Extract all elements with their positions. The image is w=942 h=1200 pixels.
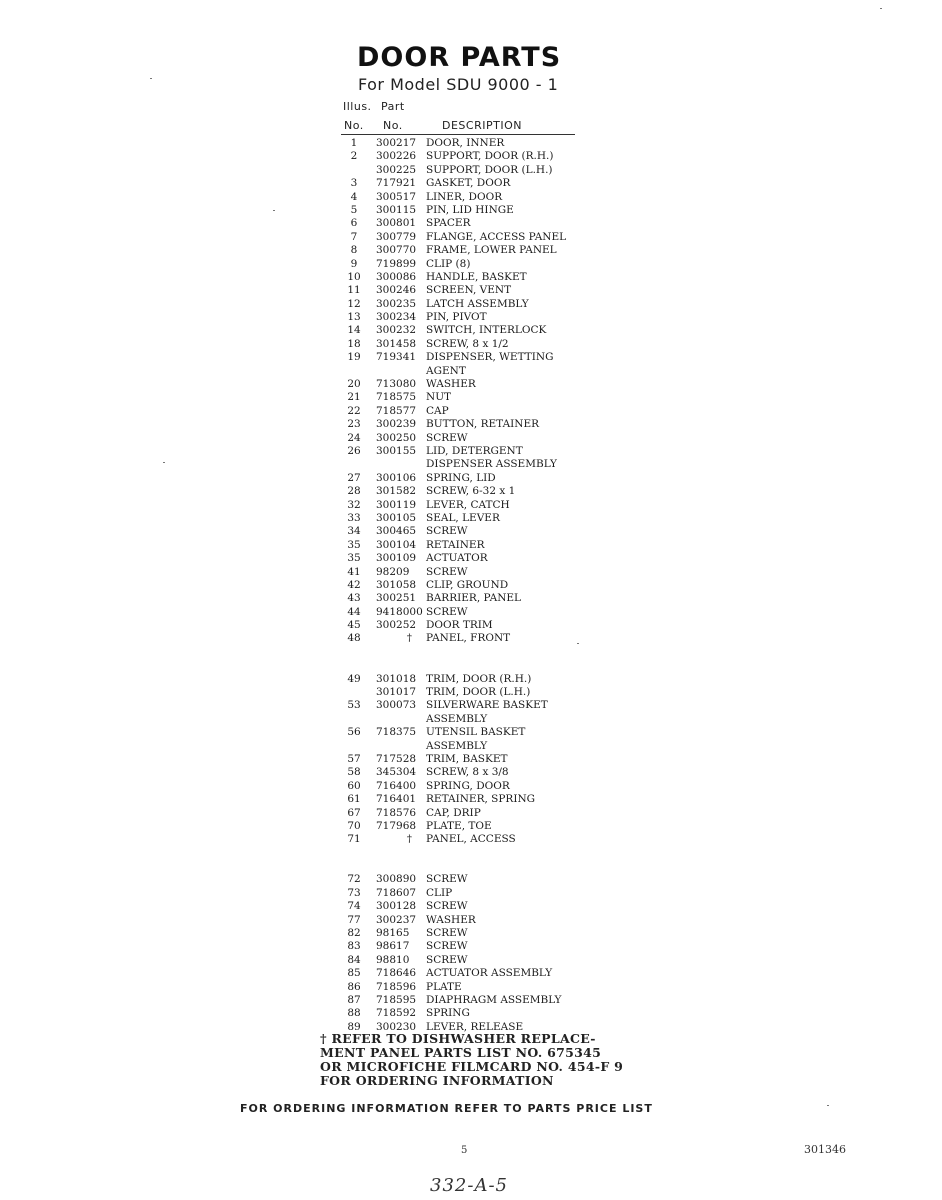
table-row <box>340 673 600 686</box>
description-cell: TRIM, DOOR (R.H.) <box>426 672 532 685</box>
table-row <box>340 284 600 297</box>
part-no-cell: 718607 <box>376 886 417 899</box>
description-cell: UTENSIL BASKET <box>426 726 526 739</box>
part-no-cell: 301582 <box>376 485 417 498</box>
header-part-no-label: No. <box>383 119 403 132</box>
table-row <box>340 940 600 953</box>
illus-no-cell: 89 <box>347 1020 361 1033</box>
illus-no-cell: 28 <box>347 485 361 498</box>
part-no-cell: 300770 <box>376 244 417 257</box>
illus-no-cell: 42 <box>347 578 361 591</box>
description-cell: SPRING, LID <box>426 471 496 484</box>
description-cell: ASSEMBLY <box>426 739 488 752</box>
description-cell: HANDLE, BASKET <box>426 270 527 283</box>
illus-no-cell: 21 <box>347 391 361 404</box>
illus-no-cell: 49 <box>347 672 361 685</box>
table-row <box>340 566 600 579</box>
illus-no-cell: 83 <box>347 940 361 953</box>
part-no-cell: 300217 <box>376 137 417 149</box>
illus-no-cell: 20 <box>347 378 361 391</box>
part-no-cell: 98209 <box>376 565 410 578</box>
illus-no-cell: 48 <box>347 632 361 645</box>
part-no-cell: 300251 <box>376 592 417 605</box>
table-row <box>340 740 600 753</box>
illus-no-cell: 70 <box>347 819 361 832</box>
description-cell: DOOR TRIM <box>426 619 493 632</box>
description-cell: BARRIER, PANEL <box>426 592 522 605</box>
description-cell: SCREW <box>426 940 468 953</box>
part-no-cell: 300779 <box>376 230 417 243</box>
table-row <box>340 900 600 913</box>
illus-no-cell: 84 <box>347 953 361 966</box>
document-number: 301346 <box>804 1143 846 1156</box>
description-cell: SCREW, 8 x 1/2 <box>426 337 509 350</box>
illus-no-cell: 44 <box>347 605 361 618</box>
description-cell: SCREW <box>426 900 468 913</box>
table-row <box>340 793 600 806</box>
description-cell: TRIM, DOOR (L.H.) <box>426 686 531 699</box>
description-cell: PANEL, ACCESS <box>426 833 516 846</box>
part-no-cell: 300250 <box>376 431 417 444</box>
description-cell: PANEL, FRONT <box>426 632 511 645</box>
part-no-cell: 717921 <box>376 177 417 190</box>
description-cell: SCREW <box>426 873 468 886</box>
description-cell: PLATE <box>426 980 462 993</box>
table-row <box>340 994 600 1007</box>
part-no-cell: 300073 <box>376 699 417 712</box>
table-row <box>340 150 600 163</box>
table-row <box>340 820 600 833</box>
part-no-cell: 717968 <box>376 819 417 832</box>
part-no-cell: 718596 <box>376 980 417 993</box>
illus-no-cell: 32 <box>347 498 361 511</box>
table-row <box>340 592 600 605</box>
header-description-label: DESCRIPTION <box>442 119 522 132</box>
description-cell: SPRING <box>426 1007 470 1020</box>
part-no-cell: 718375 <box>376 726 417 739</box>
illus-no-cell: 9 <box>350 257 358 270</box>
illus-no-cell: 10 <box>347 270 361 283</box>
table-spacer <box>340 847 600 860</box>
table-row <box>340 164 600 177</box>
description-cell: LID, DETERGENT <box>426 444 523 457</box>
illus-no-cell: 86 <box>347 980 361 993</box>
footnote-line: OR MICROFICHE FILMCARD NO. 454-F 9 <box>320 1059 624 1074</box>
table-row <box>340 338 600 351</box>
illus-no-cell: 74 <box>347 900 361 913</box>
page-number: 5 <box>461 1145 468 1156</box>
scan-speck <box>880 8 882 9</box>
part-no-cell: 718646 <box>376 967 417 980</box>
illus-no-cell: 22 <box>347 404 361 417</box>
illus-no-cell: 1 <box>350 137 358 149</box>
scan-speck <box>273 210 275 211</box>
part-no-cell: 300119 <box>376 498 417 511</box>
illus-no-cell: 4 <box>350 190 358 203</box>
description-cell: DISPENSER ASSEMBLY <box>426 458 557 471</box>
table-row <box>340 324 600 337</box>
illus-no-cell: 11 <box>347 284 361 297</box>
table-row <box>340 512 600 525</box>
part-no-cell: 300239 <box>376 418 417 431</box>
table-row <box>340 833 600 846</box>
description-cell: BUTTON, RETAINER <box>426 418 540 431</box>
table-row <box>340 753 600 766</box>
table-row <box>340 258 600 271</box>
description-cell: LEVER, RELEASE <box>426 1020 524 1033</box>
illus-no-cell: 82 <box>347 927 361 940</box>
table-row <box>340 967 600 980</box>
description-cell: ACTUATOR ASSEMBLY <box>426 967 553 980</box>
table-spacer <box>340 860 600 873</box>
table-row <box>340 311 600 324</box>
part-no-cell: 301058 <box>376 578 417 591</box>
table-row <box>340 927 600 940</box>
description-cell: WASHER <box>426 913 476 926</box>
illus-no-cell: 77 <box>347 913 361 926</box>
illus-no-cell: 19 <box>347 351 361 364</box>
description-cell: SCREW <box>426 953 468 966</box>
scan-speck <box>827 1105 829 1106</box>
description-cell: NUT <box>426 391 452 404</box>
part-no-cell: 300465 <box>376 525 417 538</box>
illus-no-cell: 34 <box>347 525 361 538</box>
table-row <box>340 217 600 230</box>
description-cell: DIAPHRAGM ASSEMBLY <box>426 994 562 1006</box>
part-no-cell: 301017 <box>376 686 417 699</box>
illus-no-cell: 18 <box>347 337 361 350</box>
table-row <box>340 191 600 204</box>
table-row <box>340 177 600 190</box>
description-cell: CLIP (8) <box>426 257 471 270</box>
description-cell: PIN, LID HINGE <box>426 203 514 216</box>
illus-no-cell: 87 <box>347 994 361 1006</box>
illus-no-cell: 71 <box>347 833 361 846</box>
table-row <box>340 405 600 418</box>
table-row <box>340 458 600 471</box>
part-no-cell: 300230 <box>376 1020 417 1033</box>
part-no-cell: 718592 <box>376 1007 417 1020</box>
part-no-cell: 345304 <box>376 766 417 779</box>
table-row <box>340 499 600 512</box>
part-no-cell: 300246 <box>376 284 417 297</box>
description-cell: FLANGE, ACCESS PANEL <box>426 230 567 243</box>
table-row <box>340 244 600 257</box>
table-row <box>340 766 600 779</box>
description-cell: LATCH ASSEMBLY <box>426 297 529 310</box>
table-row <box>340 378 600 391</box>
illus-no-cell: 35 <box>347 538 361 551</box>
description-cell: CAP <box>426 404 449 417</box>
part-no-cell: 300890 <box>376 873 417 886</box>
illus-no-cell: 72 <box>347 873 361 886</box>
illus-no-cell: 12 <box>347 297 361 310</box>
illus-no-cell: 13 <box>347 311 361 324</box>
part-no-cell: 716400 <box>376 779 417 792</box>
description-cell: PIN, PIVOT <box>426 311 487 324</box>
part-no-cell: 713080 <box>376 378 417 391</box>
part-no-cell: 300128 <box>376 900 417 913</box>
illus-no-cell: 23 <box>347 418 361 431</box>
part-no-cell: 300104 <box>376 538 417 551</box>
table-row <box>340 298 600 311</box>
description-cell: CAP, DRIP <box>426 806 481 819</box>
part-no-cell: 300225 <box>376 163 417 176</box>
description-cell: SWITCH, INTERLOCK <box>426 324 547 337</box>
table-spacer <box>340 659 600 672</box>
table-row <box>340 418 600 431</box>
table-row <box>340 699 600 712</box>
part-no-cell: 300106 <box>376 471 417 484</box>
table-row <box>340 365 600 378</box>
description-cell: RETAINER <box>426 538 485 551</box>
table-row <box>340 525 600 538</box>
header-divider <box>341 134 575 135</box>
handwritten-note: 332-A-5 <box>430 1175 508 1196</box>
part-no-cell: 301018 <box>376 672 417 685</box>
illus-no-cell: 43 <box>347 592 361 605</box>
description-cell: WASHER <box>426 378 476 391</box>
table-row <box>340 619 600 632</box>
description-cell: PLATE, TOE <box>426 819 492 832</box>
part-no-cell: 300086 <box>376 270 417 283</box>
illus-no-cell: 53 <box>347 699 361 712</box>
table-row <box>340 579 600 592</box>
table-row <box>340 981 600 994</box>
part-no-cell: 719899 <box>376 257 417 270</box>
table-row <box>340 887 600 900</box>
description-cell: GASKET, DOOR <box>426 177 511 190</box>
illus-no-cell: 2 <box>350 150 358 163</box>
illus-no-cell: 14 <box>347 324 361 337</box>
table-row <box>340 391 600 404</box>
header-illus-no-label: No. <box>344 119 364 132</box>
part-no-cell: 300237 <box>376 913 417 926</box>
footnote <box>320 1032 623 1088</box>
ordering-note: FOR ORDERING INFORMATION REFER TO PARTS PRICE LIST <box>240 1102 653 1115</box>
part-no-cell: 718577 <box>376 404 417 417</box>
part-no-cell: 300235 <box>376 297 417 310</box>
part-no-cell: † <box>406 833 412 846</box>
table-row <box>340 445 600 458</box>
description-cell: SUPPORT, DOOR (L.H.) <box>426 163 553 176</box>
table-spacer <box>340 646 600 659</box>
table-row <box>340 807 600 820</box>
part-no-cell: 717528 <box>376 752 417 765</box>
table-row <box>340 780 600 793</box>
description-cell: ACTUATOR <box>426 552 488 565</box>
illus-no-cell: 3 <box>350 177 358 190</box>
table-row <box>340 271 600 284</box>
illus-no-cell: 67 <box>347 806 361 819</box>
part-no-cell: 718576 <box>376 806 417 819</box>
description-cell: SCREW <box>426 525 468 538</box>
part-no-cell: † <box>406 632 412 645</box>
footnote-line: MENT PANEL PARTS LIST NO. 675345 <box>320 1045 602 1060</box>
description-cell: SCREEN, VENT <box>426 284 512 297</box>
illus-no-cell: 88 <box>347 1007 361 1020</box>
illus-no-cell: 60 <box>347 779 361 792</box>
illus-no-cell: 57 <box>347 752 361 765</box>
table-row <box>340 726 600 739</box>
description-cell: ASSEMBLY <box>426 712 488 725</box>
part-no-cell: 300105 <box>376 511 417 524</box>
part-no-cell: 300155 <box>376 444 417 457</box>
page-subtitle: For Model SDU 9000 - 1 <box>358 75 559 94</box>
illus-no-cell: 73 <box>347 886 361 899</box>
description-cell: AGENT <box>426 364 466 377</box>
part-no-cell: 300226 <box>376 150 417 163</box>
description-cell: DISPENSER, WETTING <box>426 351 554 364</box>
description-cell: DOOR, INNER <box>426 137 505 149</box>
description-cell: CLIP, GROUND <box>426 578 509 591</box>
header-illus-label: Illus. <box>343 100 372 113</box>
part-no-cell: 300517 <box>376 190 417 203</box>
part-no-cell: 300232 <box>376 324 417 337</box>
illus-no-cell: 56 <box>347 726 361 739</box>
table-row <box>340 686 600 699</box>
illus-no-cell: 33 <box>347 511 361 524</box>
part-no-cell: 98810 <box>376 953 410 966</box>
illus-no-cell: 41 <box>347 565 361 578</box>
illus-no-cell: 8 <box>350 244 358 257</box>
illus-no-cell: 6 <box>350 217 358 230</box>
part-no-cell: 300801 <box>376 217 417 230</box>
description-cell: TRIM, BASKET <box>426 752 508 765</box>
description-cell: FRAME, LOWER PANEL <box>426 244 557 257</box>
description-cell: SCREW <box>426 565 468 578</box>
table-row <box>340 954 600 967</box>
description-cell: SCREW, 6-32 x 1 <box>426 485 516 498</box>
illus-no-cell: 58 <box>347 766 361 779</box>
page-title: DOOR PARTS <box>357 42 562 73</box>
scan-speck <box>163 462 165 463</box>
part-no-cell: 300115 <box>376 203 417 216</box>
illus-no-cell: 61 <box>347 793 361 806</box>
part-no-cell: 719341 <box>376 351 417 364</box>
table-row <box>340 231 600 244</box>
scan-speck <box>150 78 152 79</box>
footnote-line: † REFER TO DISHWASHER REPLACE- <box>320 1031 596 1046</box>
description-cell: RETAINER, SPRING <box>426 793 536 806</box>
footnote-line: FOR ORDERING INFORMATION <box>320 1073 554 1088</box>
part-no-cell: 300234 <box>376 311 417 324</box>
table-row <box>340 632 600 645</box>
description-cell: SILVERWARE BASKET <box>426 699 548 712</box>
part-no-cell: 98617 <box>376 940 410 953</box>
description-cell: SPRING, DOOR <box>426 779 510 792</box>
part-no-cell: 716401 <box>376 793 417 806</box>
illus-no-cell: 27 <box>347 471 361 484</box>
table-row <box>340 713 600 726</box>
illus-no-cell: 45 <box>347 619 361 632</box>
table-row <box>340 873 600 886</box>
table-row <box>340 539 600 552</box>
description-cell: SUPPORT, DOOR (R.H.) <box>426 150 554 163</box>
table-row <box>340 204 600 217</box>
illus-no-cell: 7 <box>350 230 358 243</box>
table-row <box>340 351 600 364</box>
table-row <box>340 432 600 445</box>
illus-no-cell: 24 <box>347 431 361 444</box>
description-cell: SCREW, 8 x 3/8 <box>426 766 509 779</box>
description-cell: SCREW <box>426 605 468 618</box>
description-cell: SPACER <box>426 217 471 230</box>
table-row <box>340 472 600 485</box>
parts-table <box>340 137 600 1034</box>
description-cell: SCREW <box>426 927 468 940</box>
table-row <box>340 137 600 150</box>
table-row <box>340 485 600 498</box>
table-row <box>340 1007 600 1020</box>
description-cell: CLIP <box>426 886 453 899</box>
illus-no-cell: 26 <box>347 444 361 457</box>
header-part-label: Part <box>381 100 405 113</box>
part-no-cell: 98165 <box>376 927 410 940</box>
description-cell: LINER, DOOR <box>426 190 503 203</box>
illus-no-cell: 5 <box>350 203 358 216</box>
part-no-cell: 300109 <box>376 552 417 565</box>
table-row <box>340 606 600 619</box>
part-no-cell: 301458 <box>376 337 417 350</box>
part-no-cell: 9418000 <box>376 605 423 618</box>
table-row <box>340 552 600 565</box>
description-cell: SEAL, LEVER <box>426 511 500 524</box>
part-no-cell: 718595 <box>376 994 417 1006</box>
table-row <box>340 914 600 927</box>
description-cell: SCREW <box>426 431 468 444</box>
description-cell: LEVER, CATCH <box>426 498 510 511</box>
illus-no-cell: 85 <box>347 967 361 980</box>
illus-no-cell: 35 <box>347 552 361 565</box>
part-no-cell: 718575 <box>376 391 417 404</box>
scan-speck <box>577 643 579 644</box>
part-no-cell: 300252 <box>376 619 417 632</box>
